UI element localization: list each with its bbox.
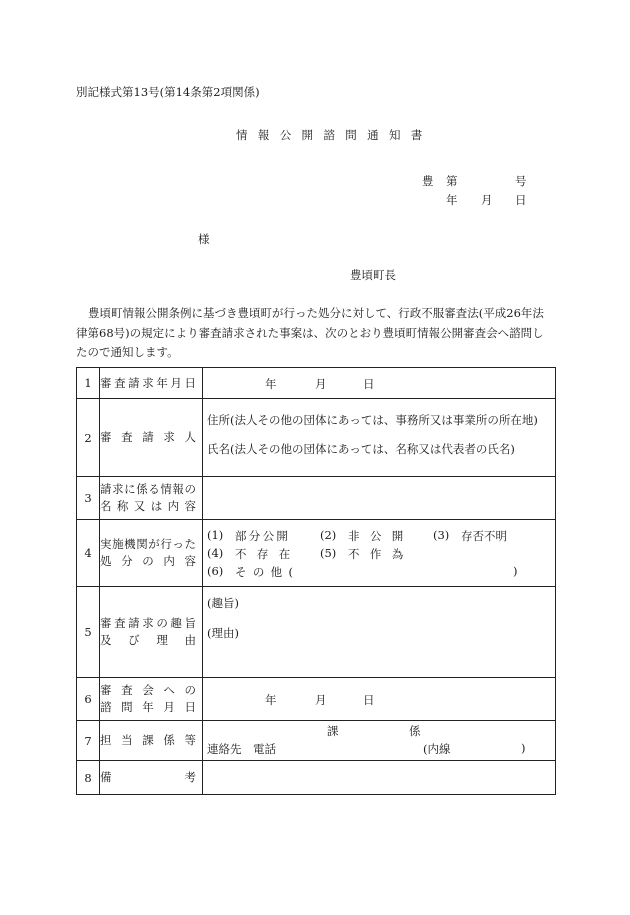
option-label: 部分公開	[235, 529, 291, 543]
request-date-month: 月	[315, 377, 327, 391]
row-number: 8	[77, 761, 100, 795]
doc-no-go: 号	[515, 174, 527, 188]
gist-label: (趣旨)	[207, 596, 239, 610]
option-number: (3)	[433, 528, 450, 542]
body-line-2: 律第68号)の規定により審査請求された事案は、次のとおり豊頃町情報公開審査会へ諮問し	[76, 326, 544, 340]
table-row	[77, 721, 556, 761]
option-label: 非公開	[348, 529, 414, 543]
request-date-year: 年	[265, 377, 277, 391]
row-number: 7	[77, 721, 100, 761]
document-title: 情報公開諮問通知書	[236, 128, 433, 142]
row-label: 備考	[100, 770, 196, 784]
row-label: 審査請求の趣旨	[100, 616, 196, 630]
requester-address-label: 住所(法人その他の団体にあっては、事務所又は事業所の所在地)	[207, 413, 538, 427]
inquiry-date-year: 年	[265, 693, 277, 707]
option-label: 不作為	[348, 547, 414, 561]
option-number: (1)	[207, 528, 224, 542]
extension-close-paren: )	[521, 741, 526, 755]
row-label: 及び理由	[100, 633, 196, 647]
form-id: 別記様式第13号(第14条第2項関係)	[76, 85, 260, 99]
row-number: 1	[77, 368, 100, 399]
table-row	[77, 761, 556, 795]
row-number: 4	[77, 520, 100, 587]
table-row	[77, 477, 556, 520]
date-day: 日	[515, 193, 527, 207]
doc-no-dai: 第	[446, 174, 458, 188]
option-label: その他(	[235, 565, 300, 579]
body-line-3: たので通知します。	[76, 345, 179, 359]
row-label: 審査請求年月日	[100, 375, 196, 390]
reason-label: (理由)	[207, 626, 239, 640]
row-number: 6	[77, 678, 100, 721]
table-row	[77, 678, 556, 721]
row-label: 担当課係等	[100, 733, 196, 747]
row-label: 処分の内容	[100, 554, 196, 568]
table-row	[77, 399, 556, 477]
row-label: 審査請求人	[100, 430, 196, 444]
option-close-paren: )	[513, 564, 518, 578]
option-number: (5)	[320, 546, 337, 560]
contact-phone-label: 連絡先 電話	[207, 742, 276, 756]
option-label: 存否不明	[461, 529, 507, 543]
date-month: 月	[481, 193, 493, 207]
section-ka: 課	[327, 724, 339, 738]
table-row	[77, 368, 556, 399]
row-label: 名称又は内容	[100, 499, 196, 513]
option-label: 不存在	[235, 547, 301, 561]
row-label: 審査会への	[100, 683, 196, 697]
section-kakari: 係	[409, 724, 421, 738]
sender: 豊頃町長	[350, 268, 396, 282]
row-label: 請求に係る情報の	[100, 482, 196, 496]
table-row	[77, 587, 556, 678]
table-row	[77, 520, 556, 587]
row-label: 諮問年月日	[100, 700, 196, 714]
row-number: 2	[77, 399, 100, 477]
recipient-suffix: 様	[198, 232, 210, 246]
extension-label: (内線	[423, 742, 451, 756]
option-number: (6)	[207, 564, 224, 578]
option-number: (4)	[207, 546, 224, 560]
date-year: 年	[446, 193, 458, 207]
doc-no-prefix: 豊	[422, 174, 434, 188]
option-number: (2)	[320, 528, 337, 542]
requester-name-label: 氏名(法人その他の団体にあっては、名称又は代表者の氏名)	[207, 442, 515, 456]
inquiry-date-day: 日	[363, 693, 375, 707]
row-number: 3	[77, 477, 100, 520]
row-number: 5	[77, 587, 100, 678]
inquiry-date-month: 月	[315, 693, 327, 707]
row-label: 実施機関が行った	[100, 537, 196, 551]
request-date-day: 日	[363, 377, 375, 391]
body-line-1: 豊頃町情報公開条例に基づき豊頃町が行った処分に対して、行政不服審査法(平成26年法	[88, 306, 544, 320]
inquiry-table	[76, 367, 556, 795]
